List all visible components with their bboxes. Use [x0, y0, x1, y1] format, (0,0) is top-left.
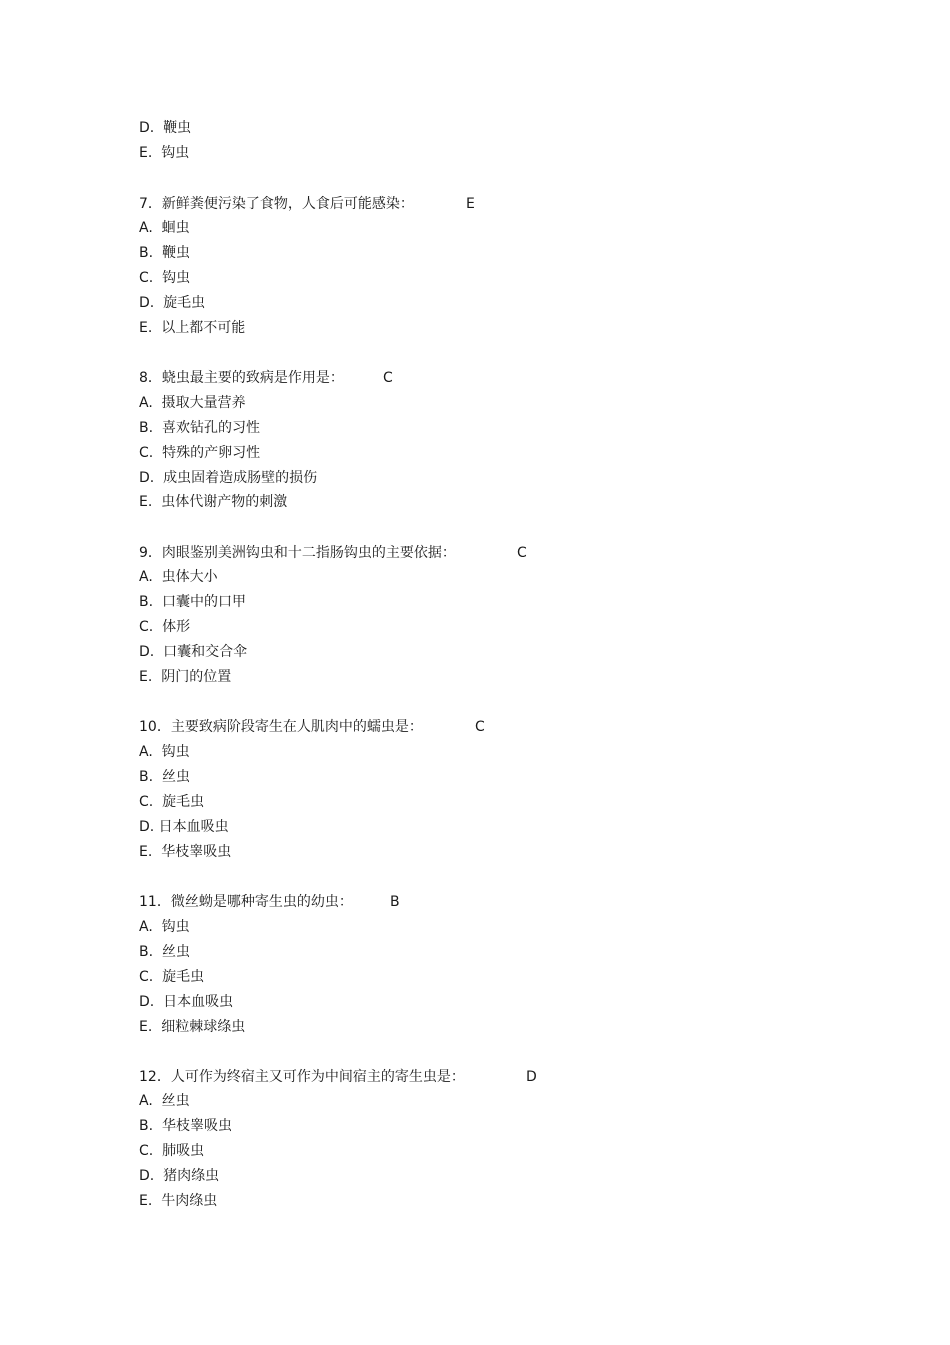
option-line: D. 口囊和交合伞 [139, 644, 248, 660]
option-line: C. 旋毛虫 [139, 969, 205, 985]
option-line: A. 虫体大小 [139, 569, 218, 585]
question-stem: 10．主要致病阶段寄生在人肌肉中的蠕虫是： [139, 719, 423, 735]
option-line: D. 鞭虫 [139, 120, 192, 136]
option-line: E. 华枝睾吸虫 [139, 844, 232, 860]
option-line: A. 丝虫 [139, 1093, 190, 1109]
option-line: C. 体形 [139, 619, 191, 635]
option-line: B. 丝虫 [139, 944, 190, 960]
question-stem: 8．蛲虫最主要的致病是作用是： [139, 370, 344, 386]
option-line: E. 阴门的位置 [139, 669, 232, 685]
answer-key: C [475, 719, 485, 735]
option-line: D. 日本血吸虫 [139, 994, 234, 1010]
answer-key: E [466, 196, 475, 212]
option-line: A. 钩虫 [139, 744, 190, 760]
option-line: D. 猪肉绦虫 [139, 1168, 220, 1184]
answer-key: D [526, 1069, 537, 1085]
option-line: D. 日本血吸虫 [139, 819, 229, 835]
option-line: E. 钩虫 [139, 145, 190, 161]
answer-key: C [383, 370, 393, 386]
option-line: E. 牛肉绦虫 [139, 1193, 218, 1209]
answer-key: B [390, 894, 400, 910]
option-line: B. 华枝睾吸虫 [139, 1118, 232, 1134]
answer-key: C [517, 545, 527, 561]
option-line: B. 鞭虫 [139, 245, 190, 261]
option-line: A. 摄取大量营养 [139, 395, 246, 411]
option-line: B. 丝虫 [139, 769, 190, 785]
option-line: D. 旋毛虫 [139, 295, 206, 311]
question-stem: 9．肉眼鉴别美洲钩虫和十二指肠钩虫的主要依据： [139, 545, 456, 561]
option-line: C. 肺吸虫 [139, 1143, 205, 1159]
option-line: C. 特殊的产卵习性 [139, 445, 261, 461]
option-line: E. 细粒棘球绦虫 [139, 1019, 246, 1035]
option-line: C. 旋毛虫 [139, 794, 205, 810]
option-line: E. 以上都不可能 [139, 320, 246, 336]
option-line: E. 虫体代谢产物的刺激 [139, 494, 288, 510]
option-line: A. 钩虫 [139, 919, 190, 935]
option-line: B. 喜欢钻孔的习性 [139, 420, 260, 436]
question-stem: 12．人可作为终宿主又可作为中间宿主的寄生虫是： [139, 1069, 465, 1085]
option-line: C. 钩虫 [139, 270, 191, 286]
option-line: D. 成虫固着造成肠壁的损伤 [139, 470, 318, 486]
option-line: A. 蛔虫 [139, 220, 190, 236]
question-stem: 11．微丝蚴是哪种寄生虫的幼虫： [139, 894, 353, 910]
question-stem: 7．新鲜粪便污染了食物，人食后可能感染： [139, 196, 414, 212]
option-line: B. 口囊中的口甲 [139, 594, 246, 610]
